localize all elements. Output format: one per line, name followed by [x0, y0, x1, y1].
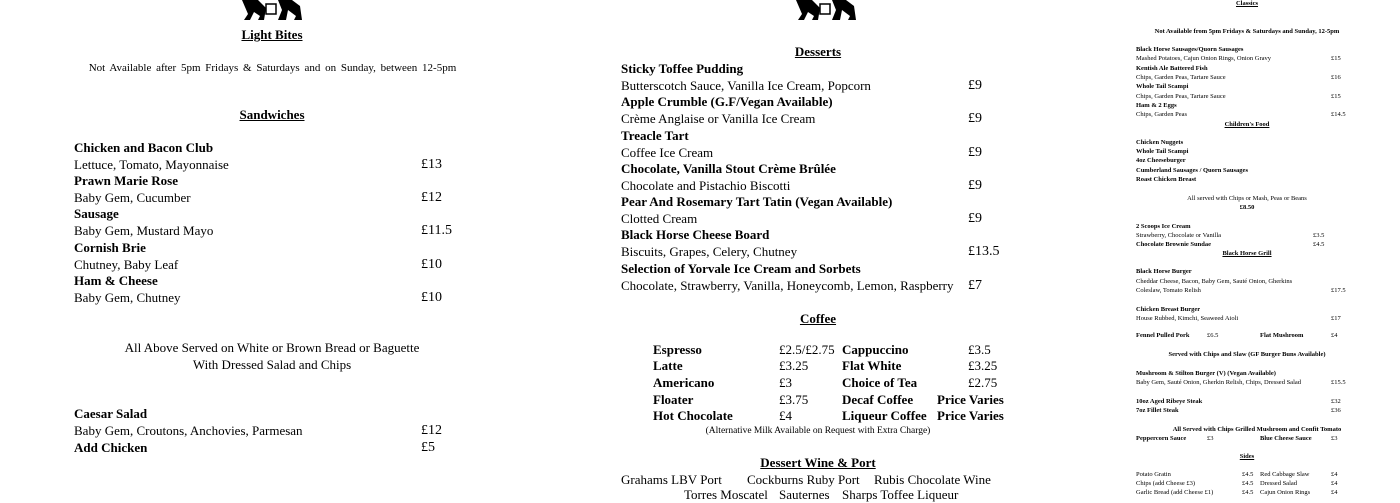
flat-mushroom-name: Flat Mushroom — [1260, 332, 1304, 339]
coffee-name: Espresso — [653, 342, 702, 357]
ice-cream-name: 2 Scoops Ice Cream — [1136, 223, 1191, 230]
brownie-price: £4.5 — [1313, 241, 1325, 246]
coffee-price: £2.5/£2.75 — [779, 342, 835, 357]
coffee-name: Hot Chocolate — [653, 408, 733, 423]
dessert-name: Selection of Yorvale Ice Cream and Sorbets — [621, 261, 861, 276]
blue-cheese-price: £3 — [1331, 435, 1338, 442]
add-chicken-price: £5 — [421, 440, 435, 455]
coffee-price: £3.25 — [968, 358, 998, 373]
dessert-desc: Coffee Ice Cream — [621, 145, 714, 160]
coffee-price: £3.75 — [779, 392, 809, 407]
sandwich-price: £11.5 — [421, 223, 452, 238]
steak-served-note: All Served with Chips Grilled Mushroom and Confit Tomato — [1172, 426, 1342, 433]
caesar-salad-desc: Baby Gem, Croutons, Anchovies, Parmesan — [74, 423, 303, 438]
caesar-salad-price: £12 — [421, 423, 442, 438]
children-served-note: All served with Chips or Mash, Peas or Beans — [1187, 195, 1307, 202]
grill-name: Chicken Breast Burger — [1136, 306, 1201, 313]
steak-name: 7oz Fillet Steak — [1136, 407, 1179, 414]
side-price: £4.5 — [1242, 480, 1254, 487]
side-name: Chips (add Cheese £3) — [1136, 480, 1196, 487]
sandwich-desc: Lettuce, Tomato, Mayonnaise — [74, 157, 229, 172]
coffee-price: £3 — [779, 375, 792, 390]
grill-desc: Coleslaw, Tomato Relish — [1136, 287, 1201, 294]
dessert-desc: Chocolate and Pistachio Biscotti — [621, 178, 791, 193]
classic-name: Black Horse Sausages/Quorn Sausages — [1136, 46, 1244, 53]
dessert-price: £9 — [968, 211, 982, 226]
childrens-food-heading: Children's Food — [1224, 121, 1270, 128]
side-price: £4 — [1331, 471, 1338, 478]
coffee-price: £2.75 — [968, 375, 998, 390]
wine-item: Cockburns Ruby Port — [747, 472, 860, 487]
coffee-name: Cappuccino — [842, 342, 909, 357]
blue-cheese-name: Blue Cheese Sauce — [1260, 435, 1312, 442]
add-chicken-name: Add Chicken — [74, 440, 148, 455]
peppercorn-name: Peppercorn Sauce — [1136, 435, 1187, 442]
sandwich-price: £13 — [421, 157, 442, 172]
dessert-price: £9 — [968, 78, 982, 93]
dessert-name: Chocolate, Vanilla Stout Crème Brûlée — [621, 161, 836, 176]
sandwich-price: £10 — [421, 257, 442, 272]
grill-price: £17 — [1331, 315, 1341, 322]
wine-item: Grahams LBV Port — [621, 472, 722, 487]
dessert-desc: Chocolate, Strawberry, Vanilla, Honeycomb, Lemon, Raspberry — [621, 278, 954, 293]
ice-cream-price: £3.5 — [1313, 232, 1325, 239]
wine-item: Torres Moscatel — [684, 487, 768, 502]
served-note-line1: All Above Served on White or Brown Bread or Baguette — [124, 340, 420, 355]
side-name: Dressed Salad — [1260, 480, 1298, 487]
veg-burger-desc: Baby Gem, Sauté Onion, Gherkin Relish, Chips, Dressed Salad — [1136, 379, 1302, 386]
classic-price: £14.5 — [1331, 111, 1346, 118]
veg-burger-name: Mushroom & Stilton Burger (V) (Vegan Available) — [1136, 370, 1276, 377]
grill-price: £17.5 — [1331, 287, 1346, 294]
dessert-desc: Clotted Cream — [621, 211, 698, 226]
dessert-name: Apple Crumble (G.F/Vegan Available) — [621, 94, 833, 109]
side-name: Red Cabbage Slaw — [1260, 471, 1310, 478]
classic-desc: Chips, Garden Peas — [1136, 111, 1188, 118]
dessert-name: Treacle Tart — [621, 128, 689, 143]
horse-logo-icon — [238, 0, 304, 22]
side-name: Garlic Bread (add Cheese £1) — [1136, 489, 1214, 496]
coffee-heading: Coffee — [799, 311, 837, 326]
classic-desc: Chips, Garden Peas, Tartare Sauce — [1136, 93, 1226, 100]
desserts-heading: Desserts — [794, 44, 842, 59]
grill-heading: Black Horse Grill — [1222, 250, 1272, 257]
coffee-name: Americano — [653, 375, 715, 390]
classics-notice: Not Available from 5pm Fridays & Saturdays and Sunday, 12-5pm — [1154, 28, 1340, 35]
dessert-price: £7 — [968, 278, 982, 293]
coffee-name: Choice of Tea — [842, 375, 918, 390]
brownie-name: Chocolate Brownie Sundae — [1136, 241, 1211, 246]
coffee-name: Latte — [653, 358, 683, 373]
peppercorn-price: £3 — [1207, 435, 1214, 442]
fennel-pork-name: Fennel Pulled Pork — [1136, 332, 1190, 339]
dessert-price: £9 — [968, 178, 982, 193]
sandwich-price: £10 — [421, 290, 442, 305]
classic-name: Ham & 2 Eggs — [1136, 102, 1177, 109]
wine-item: Rubis Chocolate Wine — [874, 472, 991, 487]
served-note-line2: With Dressed Salad and Chips — [192, 357, 352, 372]
coffee-price: £4 — [779, 408, 792, 423]
grill-desc: House Rubbed, Kimchi, Seaweed Aioli — [1136, 315, 1239, 322]
sandwich-name: Chicken and Bacon Club — [74, 140, 214, 155]
steak-name: 10oz Aged Ribeye Steak — [1136, 398, 1203, 405]
dessert-desc: Biscuits, Grapes, Celery, Chutney — [621, 244, 798, 259]
child-item: 4oz Cheeseburger — [1136, 157, 1186, 164]
sandwich-name: Prawn Marie Rose — [74, 173, 178, 188]
sandwich-desc: Baby Gem, Cucumber — [74, 190, 191, 205]
grill-desc: Cheddar Cheese, Bacon, Baby Gem, Sauté Onion, Gherkins — [1136, 278, 1293, 285]
side-price: £4 — [1331, 489, 1338, 496]
sandwich-name: Sausage — [74, 206, 119, 221]
dessert-price: £9 — [968, 145, 982, 160]
classic-price: £16 — [1331, 74, 1341, 81]
coffee-price: £3.25 — [779, 358, 809, 373]
coffee-price: Price Varies — [937, 408, 1004, 423]
coffee-name: Liqueur Coffee — [842, 408, 927, 423]
wine-item: Sauternes — [779, 487, 830, 502]
child-item: Chicken Nuggets — [1136, 139, 1184, 146]
classics-heading: Classics — [1235, 0, 1259, 7]
brownie-row-clip — [1136, 241, 1336, 246]
milk-note: (Alternative Milk Available on Request with Extra Charge) — [705, 426, 931, 436]
flat-mushroom-price: £4 — [1331, 332, 1338, 339]
fennel-pork-price: £6.5 — [1207, 332, 1219, 339]
dessert-wine-heading: Dessert Wine & Port — [760, 455, 876, 470]
coffee-name: Decaf Coffee — [842, 392, 914, 407]
burger-served-note: Served with Chips and Slaw (GF Burger Buns Available) — [1168, 351, 1326, 358]
sandwich-name: Cornish Brie — [74, 240, 146, 255]
dessert-desc: Butterscotch Sauce, Vanilla Ice Cream, Popcorn — [621, 78, 871, 93]
sandwich-name: Ham & Cheese — [74, 273, 158, 288]
child-item: Cumberland Sausages / Quorn Sausages — [1136, 167, 1248, 174]
horse-logo-icon — [792, 0, 858, 22]
sandwich-desc: Baby Gem, Chutney — [74, 290, 181, 305]
ice-cream-desc: Strawberry, Chocolate or Vanilla — [1136, 232, 1222, 239]
dessert-name: Black Horse Cheese Board — [621, 227, 770, 242]
classic-desc: Chips, Garden Peas, Tartare Sauce — [1136, 74, 1226, 81]
side-price: £4 — [1331, 480, 1338, 487]
classic-price: £15 — [1331, 93, 1341, 100]
child-item: Whole Tail Scampi — [1136, 148, 1189, 155]
sandwiches-heading: Sandwiches — [239, 107, 305, 122]
classic-name: Whole Tail Scampi — [1136, 83, 1189, 90]
wine-item: Sharps Toffee Liqueur — [842, 487, 959, 502]
dessert-desc: Crème Anglaise or Vanilla Ice Cream — [621, 111, 816, 126]
caesar-salad-name: Caesar Salad — [74, 406, 148, 421]
veg-burger-price: £15.5 — [1331, 379, 1346, 386]
dessert-price: £9 — [968, 111, 982, 126]
dessert-name: Sticky Toffee Pudding — [621, 61, 744, 76]
grill-name: Black Horse Burger — [1136, 268, 1192, 275]
sandwich-desc: Baby Gem, Mustard Mayo — [74, 223, 214, 238]
light-bites-notice: Not Available after 5pm Fridays & Saturdays and on Sunday, between 12-5pm — [88, 62, 457, 74]
coffee-name: Floater — [653, 392, 694, 407]
side-price: £4.5 — [1242, 489, 1254, 496]
steak-price: £32 — [1331, 398, 1341, 405]
coffee-price: £3.5 — [968, 342, 991, 357]
classic-price: £15 — [1331, 55, 1341, 62]
side-name: Cajun Onion Rings — [1260, 489, 1311, 496]
steak-price: £36 — [1331, 407, 1341, 414]
classic-desc: Mashed Potatoes, Cajun Onion Rings, Onion Gravy — [1136, 55, 1272, 62]
child-item: Roast Chicken Breast — [1136, 176, 1197, 183]
dessert-price: £13.5 — [968, 244, 1000, 259]
coffee-name: Flat White — [842, 358, 902, 373]
coffee-price: Price Varies — [937, 392, 1004, 407]
side-price: £4.5 — [1242, 471, 1254, 478]
side-name: Potato Gratin — [1136, 471, 1171, 478]
sandwich-price: £12 — [421, 190, 442, 205]
sides-heading: Sides — [1239, 453, 1255, 460]
children-price: £8.50 — [1239, 204, 1255, 211]
classic-name: Kentish Ale Battered Fish — [1136, 65, 1208, 72]
light-bites-title: Light Bites — [241, 27, 303, 42]
sandwich-desc: Chutney, Baby Leaf — [74, 257, 179, 272]
dessert-name: Pear And Rosemary Tart Tatin (Vegan Available) — [621, 194, 893, 209]
